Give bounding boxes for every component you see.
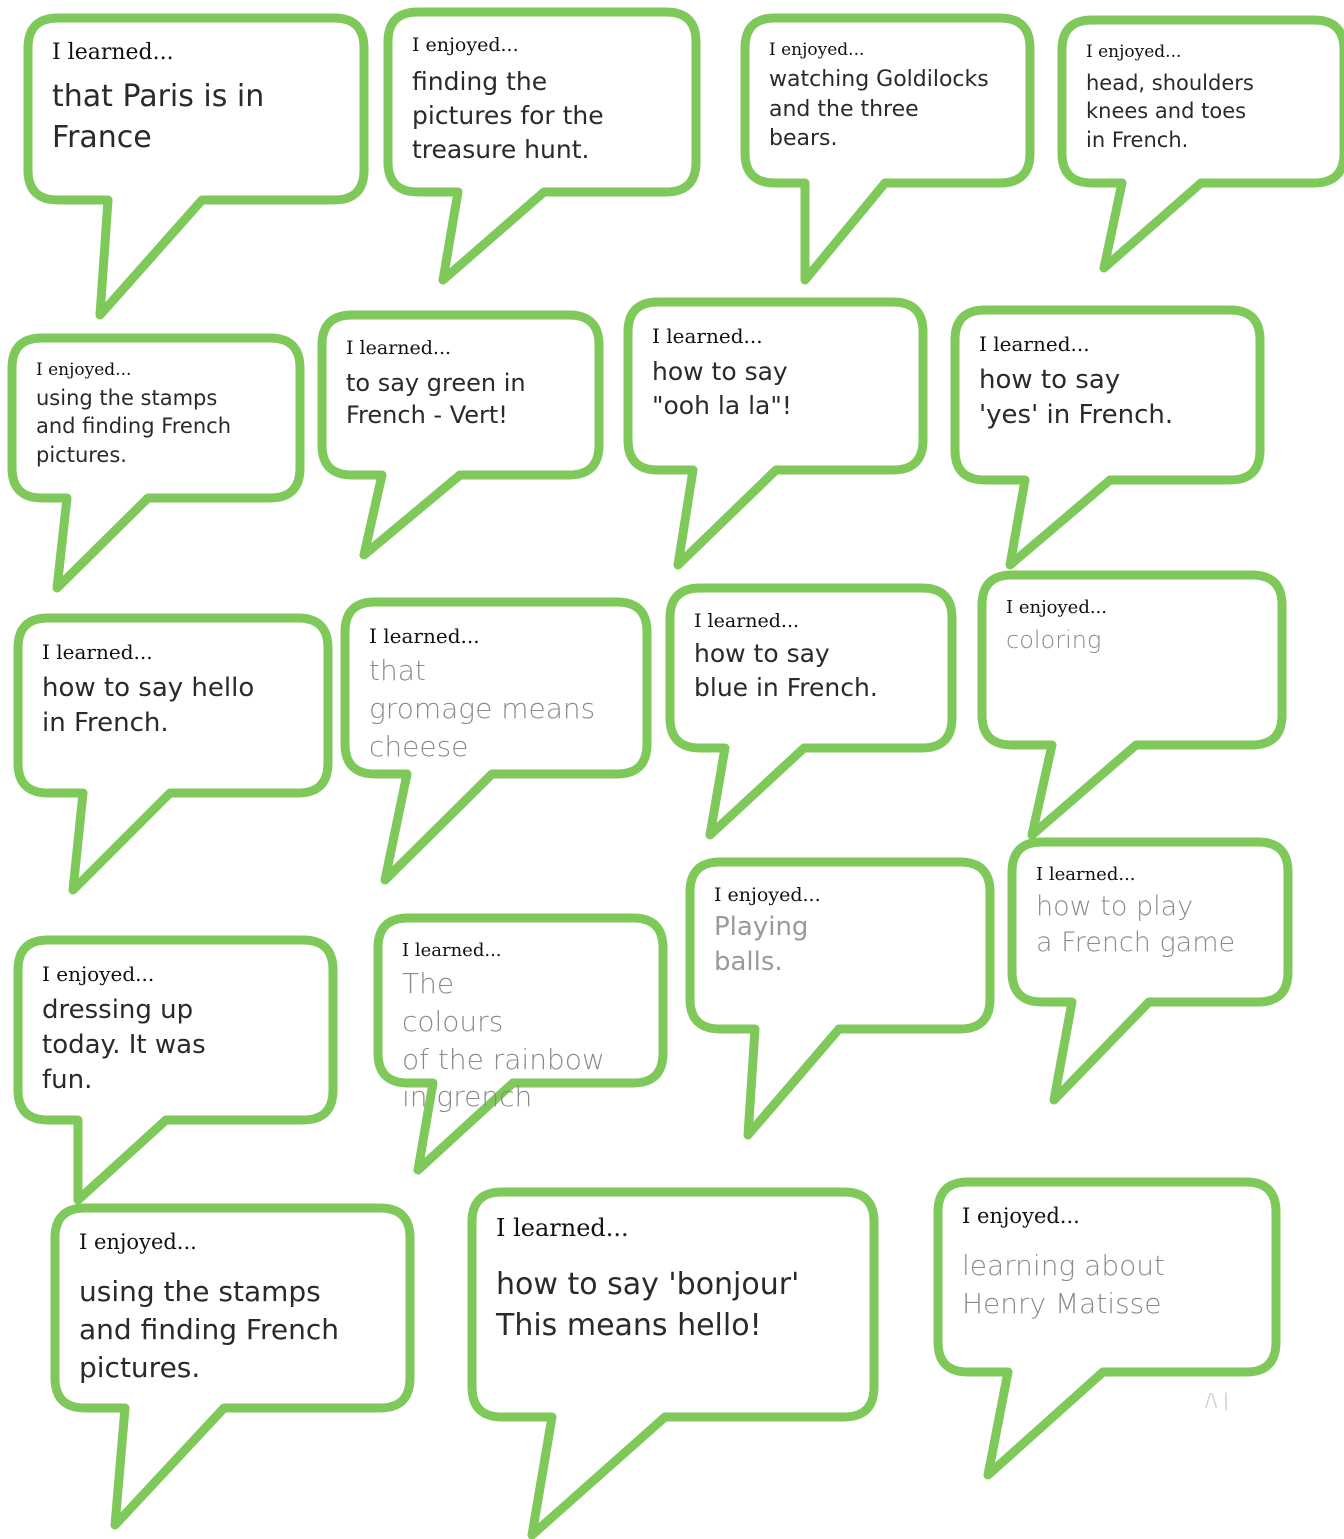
bubble-prompt: I learned... — [42, 640, 153, 664]
bubble-prompt: I enjoyed... — [714, 884, 821, 906]
bubble-content — [745, 18, 1030, 154]
bubble-content — [670, 588, 952, 705]
bubble-handwriting: using the stamps and finding French pictures. — [79, 1275, 340, 1384]
bubble-handwriting: coloring — [1006, 626, 1102, 654]
bubble-content — [388, 12, 696, 166]
bubble-content — [690, 862, 990, 980]
bubble-content — [982, 575, 1282, 656]
speech-bubble — [28, 18, 364, 200]
bubble-content — [12, 338, 300, 469]
bubble-content — [55, 1208, 410, 1386]
bubble-prompt: I learned... — [496, 1214, 629, 1242]
speech-bubble — [322, 315, 599, 475]
speech-bubble — [378, 918, 663, 1114]
speech-bubble — [670, 588, 952, 748]
speech-bubble — [18, 618, 328, 793]
stray-mark: /\ | — [1205, 1390, 1229, 1411]
bubble-content — [628, 302, 923, 423]
bubble-content — [378, 918, 663, 1116]
speech-bubble — [745, 18, 1030, 183]
bubble-prompt: I enjoyed... — [1086, 42, 1182, 62]
bubble-content — [1012, 842, 1288, 962]
bubble-prompt: I enjoyed... — [42, 962, 155, 986]
bubble-content — [938, 1182, 1276, 1323]
bubble-handwriting: learning about Henry Matisse — [962, 1249, 1165, 1320]
bubble-content — [322, 315, 599, 432]
speech-bubble — [690, 862, 990, 1029]
bubble-handwriting: The colours of the rainbow in grench — [402, 967, 605, 1114]
bubble-content — [18, 618, 328, 741]
speech-bubble — [938, 1182, 1276, 1372]
bubble-prompt: I learned... — [979, 332, 1090, 356]
bubble-handwriting: finding the pictures for the treasure hunt. — [412, 67, 604, 164]
bubble-handwriting: that gromage means cheese — [369, 654, 596, 763]
bubble-prompt: I learned... — [52, 40, 174, 65]
bubble-handwriting: how to play a French game — [1036, 891, 1236, 959]
bubble-prompt: I enjoyed... — [79, 1230, 197, 1254]
speech-bubble — [345, 602, 647, 774]
bubble-handwriting: how to say "ooh la la"! — [652, 357, 792, 420]
speech-bubble — [955, 310, 1260, 480]
bubble-content — [1062, 20, 1344, 154]
speech-bubble — [1062, 20, 1344, 183]
speech-bubble — [388, 12, 696, 192]
bubble-handwriting: using the stamps and finding French pictures. — [36, 386, 232, 467]
bubble-prompt: I enjoyed... — [769, 40, 865, 60]
bubble-handwriting: Playing balls. — [714, 912, 809, 978]
bubble-prompt: I learned... — [346, 337, 452, 359]
bubble-prompt: I learned... — [652, 324, 763, 348]
speech-bubble — [982, 575, 1282, 745]
bubble-content — [472, 1192, 874, 1346]
bubble-handwriting: how to say 'bonjour' This means hello! — [496, 1267, 800, 1343]
speech-bubble — [628, 302, 923, 470]
speech-bubble — [12, 338, 300, 498]
bubble-content — [18, 940, 333, 1098]
bubble-handwriting: dressing up today. It was fun. — [42, 995, 206, 1096]
bubble-prompt: I learned... — [402, 940, 502, 961]
bubble-handwriting: how to say hello in French. — [42, 673, 255, 739]
bubble-prompt: I learned... — [1036, 864, 1136, 885]
bubble-handwriting: how to say blue in French. — [694, 639, 878, 702]
bubble-prompt: I enjoyed... — [412, 34, 519, 56]
bubble-handwriting: that Paris is in France — [52, 79, 265, 155]
bubble-handwriting: head, shoulders knees and toes in French. — [1086, 71, 1254, 152]
bubble-content — [28, 18, 364, 158]
speech-bubble — [55, 1208, 410, 1408]
bubble-prompt: I enjoyed... — [962, 1204, 1080, 1228]
bubble-content — [345, 602, 647, 765]
speech-bubble — [472, 1192, 874, 1417]
bubble-prompt: I enjoyed... — [36, 360, 132, 380]
speech-bubble — [18, 940, 333, 1120]
speech-bubble — [1012, 842, 1288, 1002]
bubble-prompt: I learned... — [369, 624, 480, 648]
bubble-handwriting: to say green in French - Vert! — [346, 369, 526, 430]
bubble-prompt: I enjoyed... — [1006, 597, 1108, 618]
bubble-handwriting: watching Goldilocks and the three bears. — [769, 67, 989, 152]
bubble-handwriting: how to say 'yes' in French. — [979, 365, 1174, 431]
bubble-prompt: I learned... — [694, 610, 800, 632]
bubble-content — [955, 310, 1260, 433]
